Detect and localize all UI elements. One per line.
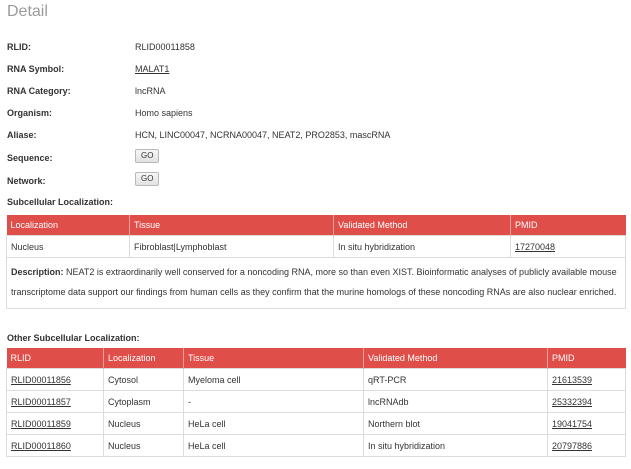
- table-row: [7, 413, 626, 435]
- description-row: [7, 258, 626, 309]
- sequence-go-button[interactable]: GO: [135, 149, 159, 163]
- table-row: [7, 391, 626, 413]
- cell-rlid: [7, 413, 104, 435]
- table-row: [7, 236, 626, 258]
- description-label: Description:: [11, 267, 64, 277]
- cell-rlid: [7, 435, 104, 457]
- rna-symbol-link[interactable]: MALAT1: [135, 64, 170, 74]
- rlid-link[interactable]: RLID00011856: [11, 374, 71, 385]
- cell-method: qRT-PCR: [364, 369, 548, 391]
- rna-category-label: RNA Category:: [7, 86, 71, 96]
- cell-tissue: Myeloma cell: [184, 369, 364, 391]
- organism-label: Organism:: [7, 108, 53, 118]
- column-header: Tissue: [130, 215, 334, 236]
- field-rna-category: [7, 84, 625, 98]
- cell-pmid: [511, 236, 626, 258]
- column-header: Tissue: [184, 348, 364, 369]
- cell-rlid: [7, 391, 104, 413]
- column-header: Localization: [7, 215, 130, 236]
- field-aliase: [7, 128, 625, 142]
- field-rlid: [7, 40, 625, 54]
- network-label: Network:: [7, 176, 46, 186]
- organism-value: Homo sapiens: [135, 108, 193, 118]
- table-row: [7, 435, 626, 457]
- cell-tissue: Fibroblast|Lymphoblast: [130, 236, 334, 258]
- rlid-link[interactable]: RLID00011859: [11, 418, 71, 429]
- rlid-value: RLID00011858: [135, 42, 195, 52]
- table-row: [7, 369, 626, 391]
- cell-pmid: [548, 369, 626, 391]
- pmid-link[interactable]: 17270048: [515, 241, 556, 252]
- cell-localization: Cytoplasm: [104, 391, 184, 413]
- column-header: PMID: [548, 348, 626, 369]
- pmid-link[interactable]: 21613539: [552, 374, 593, 385]
- page-title: Detail: [7, 3, 48, 20]
- field-network: [7, 174, 625, 188]
- column-header: Validated Method: [334, 215, 511, 236]
- cell-pmid: [548, 391, 626, 413]
- field-rna-symbol: [7, 62, 625, 76]
- cell-localization: Nucleus: [7, 236, 130, 258]
- cell-tissue: HeLa cell: [184, 435, 364, 457]
- other-section-title: Other Subcellular Localization:: [7, 333, 140, 343]
- field-organism: [7, 106, 625, 120]
- subcellular-section-title: Subcellular Localization:: [7, 197, 114, 207]
- rlid-link[interactable]: RLID00011857: [11, 396, 71, 407]
- rna-category-value: lncRNA: [135, 86, 166, 96]
- cell-method: In situ hybridization: [334, 236, 511, 258]
- field-sequence: [7, 151, 625, 165]
- pmid-link[interactable]: 20797886: [552, 440, 593, 451]
- rlid-label: RLID:: [7, 42, 31, 52]
- other-localization-table: [6, 348, 626, 457]
- column-header: Validated Method: [364, 348, 548, 369]
- cell-rlid: [7, 369, 104, 391]
- cell-localization: Nucleus: [104, 435, 184, 457]
- cell-pmid: [548, 413, 626, 435]
- network-go-button[interactable]: GO: [135, 172, 159, 186]
- aliase-label: Aliase:: [7, 130, 37, 140]
- pmid-link[interactable]: 25332394: [552, 396, 593, 407]
- table-header-row: [7, 348, 626, 369]
- pmid-link[interactable]: 19041754: [552, 418, 593, 429]
- cell-method: lncRNAdb: [364, 391, 548, 413]
- table-header-row: [7, 215, 626, 236]
- cell-method: In situ hybridization: [364, 435, 548, 457]
- aliase-value: HCN, LINC00047, NCRNA00047, NEAT2, PRO2853, mascRNA: [135, 130, 391, 140]
- sequence-label: Sequence:: [7, 153, 53, 163]
- subcellular-table: [6, 215, 626, 309]
- rna-symbol-label: RNA Symbol:: [7, 64, 65, 74]
- column-header: PMID: [511, 215, 626, 236]
- column-header: Localization: [104, 348, 184, 369]
- description-text: NEAT2 is extraordinarily well conserved for a noncoding RNA, more so than even XIST. Bioinformatic analyses of publicly available mouse transcriptome data support our findings from human cells as they confirm that the murine homologs of these noncoding RNAs are also nuclear enriched.: [11, 267, 617, 297]
- cell-tissue: HeLa cell: [184, 413, 364, 435]
- cell-tissue: -: [184, 391, 364, 413]
- cell-method: Northern blot: [364, 413, 548, 435]
- cell-pmid: [548, 435, 626, 457]
- description-cell: [7, 258, 626, 309]
- rlid-link[interactable]: RLID00011860: [11, 440, 71, 451]
- cell-localization: Cytosol: [104, 369, 184, 391]
- column-header: RLID: [7, 348, 104, 369]
- cell-localization: Nucleus: [104, 413, 184, 435]
